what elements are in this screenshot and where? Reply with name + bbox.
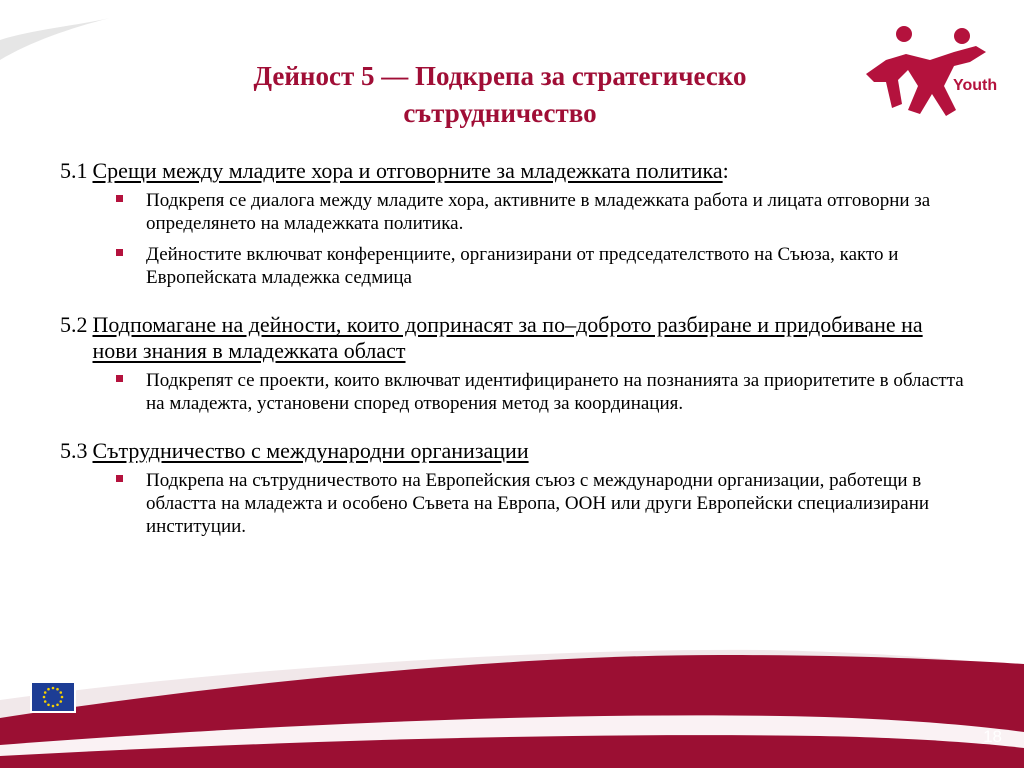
bullet-item xyxy=(60,469,970,538)
section-number: 5.3 xyxy=(60,438,88,463)
youth-figures-icon xyxy=(858,16,1016,128)
section-5-1 xyxy=(60,158,970,289)
section-heading xyxy=(60,438,970,464)
eu-flag-icon xyxy=(30,681,76,713)
bullet-item xyxy=(60,369,970,415)
bullet-list xyxy=(60,189,970,289)
section-heading xyxy=(60,312,970,364)
section-number: 5.1 xyxy=(60,158,88,183)
section-5-2 xyxy=(60,312,970,415)
section-5-3 xyxy=(60,438,970,538)
eu-star xyxy=(61,696,64,699)
section-title: Срещи между младите хора и отговорните за младежката политика xyxy=(92,158,723,183)
bullet-text: Подкрепят се проекти, които включват идентифицирането на познанията за приоритетите в областта на младежта, установени според отворения метод за координация. xyxy=(146,370,964,414)
eu-star xyxy=(47,703,50,706)
bullet-square-icon xyxy=(116,249,123,256)
slide-title xyxy=(150,58,850,132)
bullet-square-icon xyxy=(116,375,123,382)
title-line-2: сътрудничество xyxy=(403,98,597,128)
bullet-item xyxy=(60,243,970,289)
eu-star xyxy=(56,688,59,691)
slide-content xyxy=(60,158,970,546)
section-number: 5.2 xyxy=(60,312,88,337)
bullet-item xyxy=(60,189,970,235)
eu-star xyxy=(43,696,46,699)
bullet-list xyxy=(60,369,970,415)
eu-star xyxy=(59,700,62,703)
eu-star xyxy=(56,703,59,706)
eu-star xyxy=(47,688,50,691)
bullet-text: Дейностите включват конференциите, организирани от председателството на Съюза, както и Европейската младежка седмица xyxy=(146,244,899,288)
bullet-text: Подкрепя се диалога между младите хора, активните в младежката работа и лицата отговорни за определянето на младежката политика. xyxy=(146,190,931,234)
eu-star xyxy=(52,705,55,708)
section-suffix: : xyxy=(722,158,729,183)
eu-star xyxy=(44,700,47,703)
bullet-text: Подкрепа на сътрудничеството на Европейския съюз с международни организации, работещи в областта на младежта и особено Съвета на Европа, ООН или други Европейски специализирани институции. xyxy=(146,470,930,537)
eu-star xyxy=(59,691,62,694)
bullet-square-icon xyxy=(116,475,123,482)
section-heading-text xyxy=(93,158,729,184)
page-number: 18 xyxy=(983,727,1002,746)
bullet-square-icon xyxy=(116,195,123,202)
eu-star xyxy=(44,691,47,694)
title-line-1: Дейност 5 — Подкрепа за стратегическо xyxy=(253,61,747,91)
youth-logo xyxy=(858,16,1016,128)
logo-text: Youth xyxy=(953,77,998,94)
eu-star xyxy=(52,687,55,690)
section-title: Сътрудничество с международни организации xyxy=(92,438,529,463)
section-heading xyxy=(60,158,970,184)
bullet-list xyxy=(60,469,970,538)
section-title: Подпомагане на дейности, които допринасят за по–доброто разбиране и придобиване на нови знания в младежката област xyxy=(92,312,923,363)
